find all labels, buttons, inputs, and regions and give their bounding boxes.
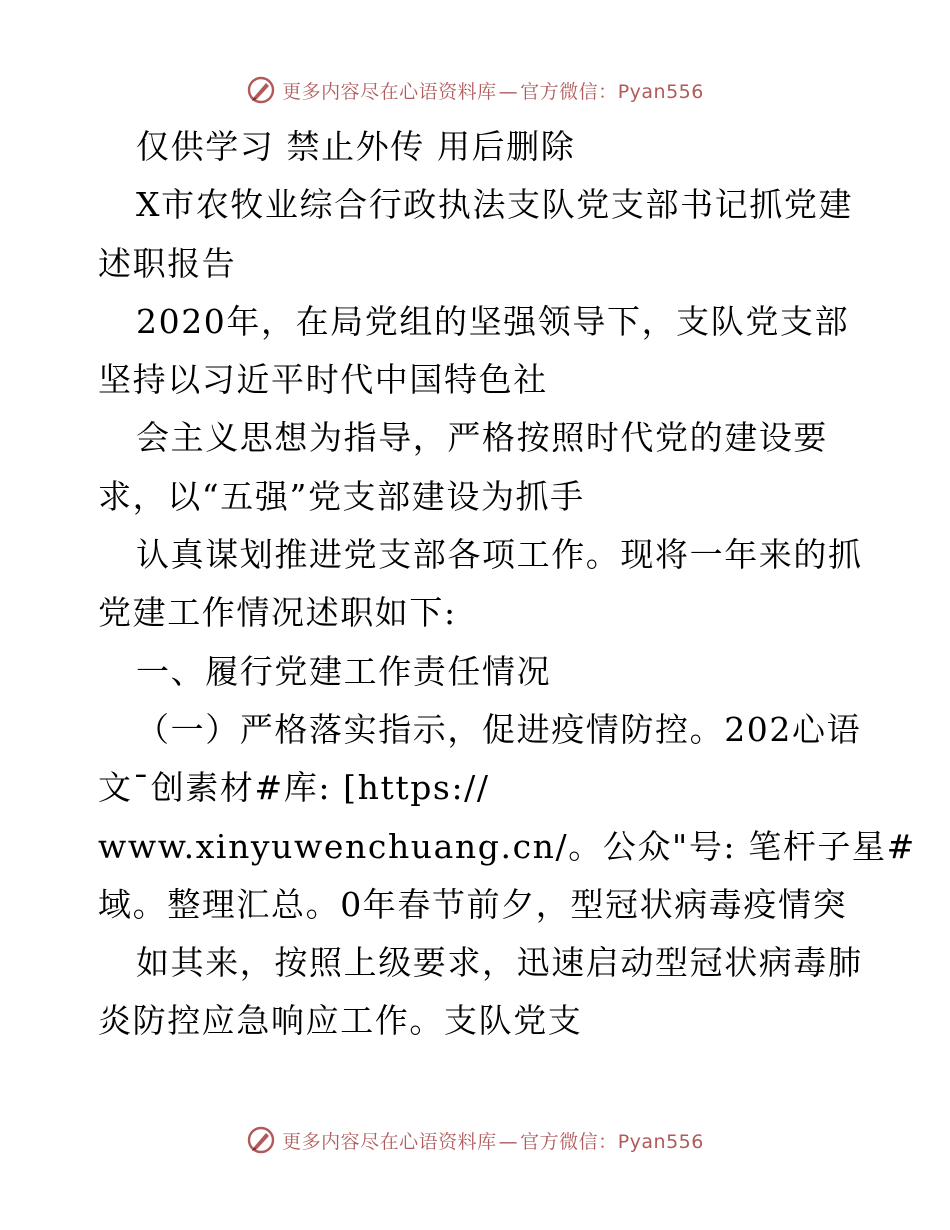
watermark-wechat-label: 官方微信： [520,1130,618,1153]
text-line: 党建工作情况述职如下: [98,593,457,633]
watermark-footer [0,1120,950,1160]
watermark-site: 更多内容尽在心语资料库 [282,80,497,103]
text-line: 炎防控应急响应工作。支队党支 [98,1001,583,1041]
text-line: www.xinyuwenchuang.cn/。公众"号: 笔杆子星# [98,826,916,866]
text-line: 求，以“五强”党支部建设为抓手 [98,476,585,516]
text-line: 认真谋划推进党支部各项工作。现将一年来的抓 [136,535,863,575]
watermark-header [0,70,950,110]
watermark-text [282,1127,704,1154]
text-line: 域。整理汇总。0年春节前夕，型冠状病毒疫情突 [98,884,848,924]
watermark-wechat-id: Pyan556 [617,1130,704,1153]
watermark-site: 更多内容尽在心语资料库 [282,1130,497,1153]
pen-circle-icon [246,1125,276,1155]
watermark-dash: — [498,80,519,103]
text-line: 坚持以习近平时代中国特色社 [98,360,548,400]
text-line: 会主义思想为指导，严格按照时代党的建设要 [136,418,828,458]
pen-circle-icon [246,75,276,105]
text-line: 仅供学习 禁止外传 用后删除 [136,127,576,166]
text-line: 2020年，在局党组的坚强领导下，支队党支部 [136,301,850,341]
text-line: 述职报告 [98,243,237,283]
watermark-wechat-label: 官方微信： [520,80,618,103]
watermark-wechat-id: Pyan556 [617,80,704,103]
watermark-dash: — [498,1130,519,1153]
text-line: X市农牧业综合行政执法支队党支部书记抓党建 [136,185,854,225]
text-line: 文¯创素材#库: [https:// [98,768,490,808]
text-line: 如其来，按照上级要求，迅速启动型冠状病毒肺 [136,943,863,983]
text-line: 一、履行党建工作责任情况 [136,651,552,691]
document-body [98,118,916,1051]
text-line: （一）严格落实指示，促进疫情防控。202心语 [136,709,862,749]
watermark-text [282,77,704,104]
